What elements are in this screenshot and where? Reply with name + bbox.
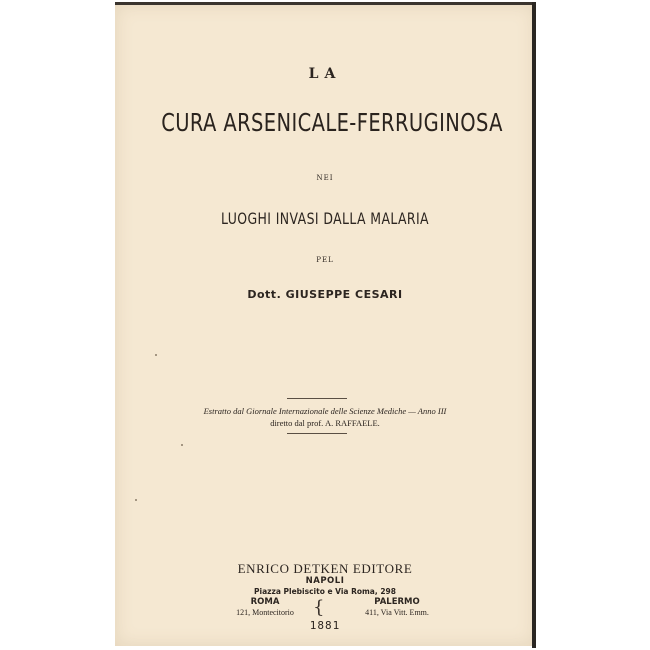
binding-edge (532, 2, 536, 648)
book-title: CURA ARSENICALE-FERRUGINOSA (161, 108, 503, 137)
author-name: Dott. GIUSEPPE CESARI (247, 288, 403, 301)
paper-speck (181, 444, 183, 446)
article-heading: LA (308, 66, 342, 82)
brace-divider: { (313, 597, 325, 618)
book-subtitle: LUOGHI INVASI DALLA MALARIA (221, 209, 429, 228)
publisher-name: ENRICO DETKEN EDITORE (237, 561, 413, 576)
branch-roma-city: ROMA (250, 597, 280, 607)
paper-speck (135, 499, 137, 501)
publisher-city: NAPOLI (305, 576, 345, 586)
extract-note: Estratto dal Giornale Internazionale delle Scienze Mediche — Anno III (203, 406, 447, 416)
divider-top (287, 398, 347, 399)
paper-speck (155, 354, 157, 356)
connector-pel: PEL (316, 256, 334, 264)
editor-note: diretto dal prof. A. RAFFAELE. (270, 418, 380, 428)
branch-roma-address: 121, Montecitorio (236, 608, 294, 617)
page-top-edge (115, 2, 536, 5)
publisher-address: Piazza Plebiscito e Via Roma, 298 (254, 587, 396, 596)
branch-palermo-address: 411, Via Vitt. Emm. (365, 608, 429, 617)
publication-year: 1881 (309, 619, 341, 632)
book-page (115, 4, 535, 646)
divider-bottom (287, 433, 347, 434)
branch-palermo-city: PALERMO (374, 597, 420, 607)
connector-nei: NEI (316, 174, 334, 182)
